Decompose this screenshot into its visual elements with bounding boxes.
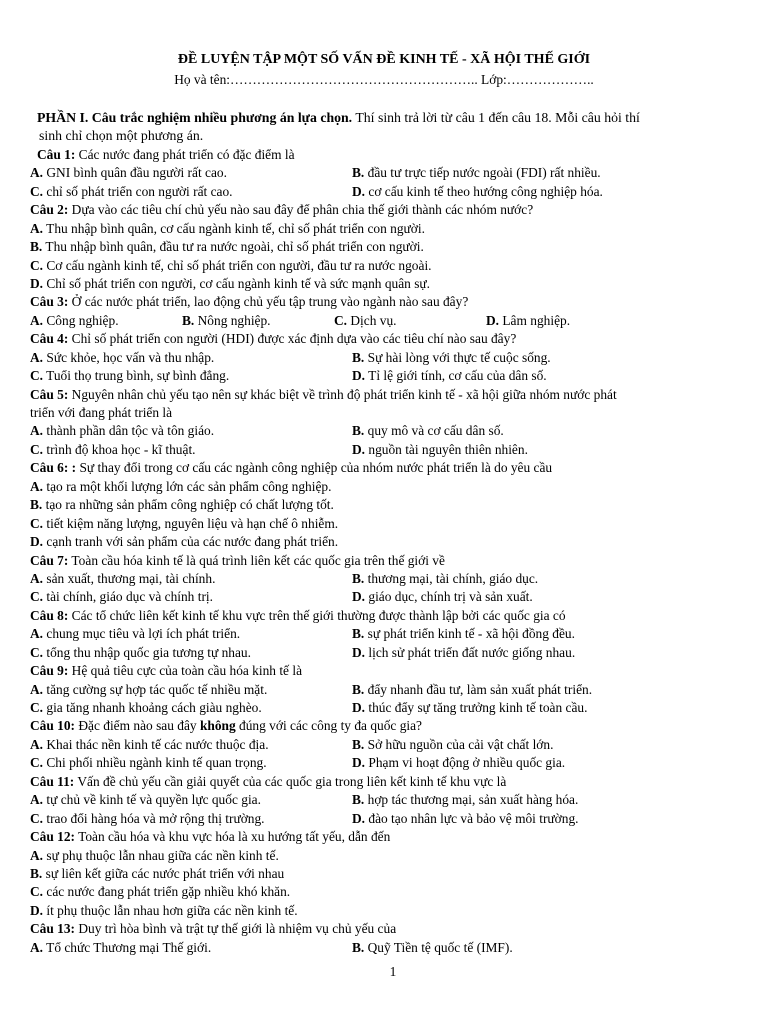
exam-content: [30, 109, 742, 957]
answer-option: [352, 736, 674, 754]
option-text: thành phần dân tộc và tôn giáo.: [43, 423, 215, 439]
option-letter: D.: [30, 275, 44, 291]
option-letter: A.: [30, 939, 44, 955]
question-label: Câu 12:: [30, 829, 76, 845]
option-letter: A.: [30, 478, 44, 494]
question-text: Dựa vào các tiêu chí chủ yếu nào sau đây để phân chia thế giới thành các nhóm nước?: [68, 202, 534, 218]
answer-option: [30, 367, 352, 385]
question-label: Câu 10:: [30, 718, 76, 734]
option-text: Phạm vi hoạt động ở nhiều quốc gia.: [365, 755, 566, 771]
answer-option: [352, 625, 674, 643]
option-text: chỉ số phát triển con người rất cao.: [43, 183, 233, 199]
option-row: [30, 238, 742, 256]
option-letter: B.: [352, 349, 365, 365]
question-text: Các tổ chức liên kết kinh tế khu vực trên thế giới thường được thành lập bởi các quốc gia có: [68, 607, 566, 623]
question-stem: [30, 146, 742, 164]
option-text: tài chính, giáo dục và chính trị.: [43, 589, 213, 605]
answer-option: [30, 441, 352, 459]
question-text: Ở các nước phát triển, lao động chủ yếu tập trung vào ngành nào sau đây?: [68, 294, 469, 310]
question-stem: [30, 552, 742, 570]
answer-option: [30, 939, 352, 957]
option-letter: A.: [30, 220, 44, 236]
option-letter: A.: [30, 423, 44, 439]
question-stem: [30, 607, 742, 625]
option-row: [30, 810, 742, 828]
option-row: [30, 478, 742, 496]
option-text: Sự hài lòng với thực tế cuộc sống.: [364, 349, 551, 365]
answer-option: [352, 681, 674, 699]
question-text-continued: triển với đang phát triển là: [30, 405, 173, 420]
option-letter: A.: [30, 626, 44, 642]
question-label: Câu 7:: [30, 552, 69, 568]
answer-option: [182, 312, 334, 330]
option-text: thúc đẩy sự tăng trưởng kinh tế toàn cầu.: [365, 700, 588, 715]
answer-option: [352, 939, 674, 957]
answer-option: [352, 367, 674, 385]
option-text: cạnh tranh với sản phẩm của các nước đang phát triển.: [43, 534, 339, 550]
option-row: [30, 349, 742, 367]
answer-option: [30, 533, 338, 551]
option-row: [30, 312, 742, 330]
option-text: Tỉ lệ giới tính, cơ cấu của dân số.: [365, 368, 547, 384]
answer-option: [30, 515, 338, 533]
option-text: giáo dục, chính trị và sản xuất.: [365, 589, 533, 605]
option-text: Công nghiệp.: [43, 312, 119, 328]
answer-option: [30, 220, 425, 238]
answer-option: [30, 422, 352, 440]
question-label: Câu 1:: [37, 146, 76, 162]
answer-option: [30, 257, 432, 275]
question-text: Toàn cầu hóa và khu vực hóa là xu hướng tất yếu, dẫn đến: [75, 829, 391, 845]
section-instruction-continued: sinh chỉ chọn một phương án.: [39, 128, 204, 144]
option-letter: B.: [352, 792, 365, 808]
answer-option: [30, 699, 352, 717]
option-text: đẩy nhanh đầu tư, làm sản xuất phát triển.: [364, 681, 593, 697]
answer-option: [352, 810, 674, 828]
answer-option: [30, 644, 352, 662]
option-letter: D.: [352, 441, 366, 457]
question-text: Vấn đề chủ yếu cần giải quyết của các quốc gia trong liên kết kinh tế khu vực là: [74, 773, 507, 789]
option-letter: C.: [30, 257, 44, 273]
option-letter: B.: [352, 736, 365, 752]
question-stem: [30, 662, 742, 680]
answer-option: [30, 496, 334, 514]
option-row: [30, 754, 742, 772]
option-letter: C.: [30, 644, 44, 660]
answer-option: [352, 588, 674, 606]
answer-option: [30, 847, 279, 865]
option-text: tự chủ về kinh tế và quyền lực quốc gia.: [43, 792, 261, 808]
option-row: [30, 441, 742, 459]
option-text: sự phát triển kinh tế - xã hội đồng đều.: [364, 626, 575, 642]
answer-option: [30, 736, 352, 754]
option-text: hợp tác thương mại, sản xuất hàng hóa.: [364, 792, 579, 808]
answer-option: [30, 588, 352, 606]
option-row: [30, 883, 742, 901]
option-text: Khai thác nền kinh tế các nước thuộc địa.: [43, 736, 269, 752]
answer-option: [30, 902, 298, 920]
section-intro: [30, 109, 742, 127]
answer-option: [352, 699, 674, 717]
question-label: Câu 6: :: [30, 460, 77, 476]
answer-option: [352, 754, 674, 772]
option-letter: D.: [30, 534, 44, 550]
question-text: Nguyên nhân chủ yếu tạo nên sự khác biệt về trình độ phát triển kinh tế - xã hội giữa nhóm nước phát: [68, 386, 617, 402]
option-letter: D.: [352, 183, 366, 199]
option-letter: B.: [352, 570, 365, 586]
answer-option: [352, 644, 674, 662]
option-text: Lâm nghiệp.: [499, 312, 571, 328]
document-title: ĐỀ LUYỆN TẬP MỘT SỐ VẤN ĐỀ KINH TẾ - XÃ HỘI THẾ GIỚI: [177, 52, 591, 67]
answer-option: [352, 791, 674, 809]
option-row: [30, 644, 742, 662]
option-row: [30, 847, 742, 865]
option-text: Cơ cấu ngành kinh tế, chỉ số phát triển con người, đầu tư ra nước ngoài.: [43, 257, 432, 273]
option-row: [30, 496, 742, 514]
student-name-class-line: Họ và tên:……………………………………………….. Lớp:………………..: [174, 72, 594, 87]
option-letter: A.: [30, 349, 44, 365]
question-text: Chỉ số phát triển con người (HDI) được xác định dựa vào các tiêu chí nào sau đây?: [68, 331, 517, 347]
answer-option: [352, 422, 674, 440]
option-text: tổng thu nhập quốc gia tương tự nhau.: [43, 644, 251, 660]
option-text: sự phụ thuộc lẫn nhau giữa các nền kinh tế.: [43, 847, 279, 863]
question-text: Đặc điểm nào sau đây: [75, 718, 200, 734]
option-row: [30, 865, 742, 883]
option-letter: B.: [352, 939, 365, 955]
question-label: Câu 13:: [30, 921, 76, 937]
option-text: tăng cường sự hợp tác quốc tế nhiều mặt.: [43, 681, 268, 697]
answer-option: [30, 865, 284, 883]
option-letter: D.: [352, 810, 366, 826]
option-letter: D.: [486, 312, 500, 328]
question-stem: [30, 459, 742, 477]
section-label: PHẦN I. Câu trắc nghiệm nhiều phương án lựa chọn.: [37, 110, 353, 125]
question-emphasis: không: [199, 718, 236, 734]
option-text: Thu nhập bình quân, cơ cấu ngành kinh tế, chỉ số phát triển con người.: [43, 220, 425, 236]
option-row: [30, 902, 742, 920]
answer-option: [30, 810, 352, 828]
question-label: Câu 5:: [30, 386, 69, 402]
question-list: [30, 146, 742, 957]
answer-option: [30, 312, 182, 330]
question-stem: [30, 773, 742, 791]
option-letter: A.: [30, 792, 44, 808]
answer-option: [30, 570, 352, 588]
option-letter: D.: [30, 902, 44, 918]
option-text: đầu tư trực tiếp nước ngoài (FDI) rất nhiều.: [364, 165, 601, 181]
option-text: quy mô và cơ cấu dân số.: [364, 423, 504, 439]
option-letter: B.: [30, 497, 43, 513]
question-text: Các nước đang phát triển có đặc điểm là: [75, 146, 295, 162]
question-stem: [30, 201, 742, 219]
option-row: [30, 699, 742, 717]
option-row: [30, 367, 742, 385]
answer-option: [352, 441, 674, 459]
option-row: [30, 939, 742, 957]
question-stem: [30, 293, 742, 311]
option-letter: C.: [30, 183, 44, 199]
option-row: [30, 588, 742, 606]
question-label: Câu 8:: [30, 607, 69, 623]
option-text: đào tạo nhân lực và bảo vệ môi trường.: [365, 810, 579, 826]
option-text: nguồn tài nguyên thiên nhiên.: [365, 441, 528, 457]
option-text: Chỉ số phát triển con người, cơ cấu ngành kinh tế và sức mạnh quân sự.: [43, 275, 431, 291]
option-letter: D.: [352, 644, 366, 660]
option-letter: A.: [30, 570, 44, 586]
option-text: Quỹ Tiền tệ quốc tế (IMF).: [364, 939, 513, 955]
option-letter: A.: [30, 681, 44, 697]
option-letter: B.: [30, 239, 43, 255]
option-text: gia tăng nhanh khoảng cách giàu nghèo.: [43, 700, 262, 715]
answer-option: [352, 349, 674, 367]
option-row: [30, 257, 742, 275]
answer-option: [352, 183, 674, 201]
answer-option: [352, 164, 674, 182]
option-text: các nước đang phát triển gặp nhiều khó khăn.: [43, 884, 291, 900]
option-text: chung mục tiêu và lợi ích phát triển.: [43, 626, 241, 642]
option-row: [30, 220, 742, 238]
answer-option: [352, 570, 674, 588]
option-row: [30, 533, 742, 551]
question-stem: [30, 920, 742, 938]
option-letter: C.: [334, 312, 348, 328]
option-text: Chi phối nhiều ngành kinh tế quan trọng.: [43, 755, 267, 771]
option-text: Sở hữu nguồn của cải vật chất lớn.: [364, 736, 554, 752]
answer-option: [30, 883, 290, 901]
question-label: Câu 2:: [30, 202, 69, 218]
option-letter: A.: [30, 847, 44, 863]
option-letter: D.: [352, 368, 366, 384]
answer-option: [30, 238, 424, 256]
question-label: Câu 3:: [30, 294, 69, 310]
option-text: thương mại, tài chính, giáo dục.: [364, 570, 539, 586]
answer-option: [30, 183, 352, 201]
option-row: [30, 275, 742, 293]
page-number: 1: [389, 964, 397, 979]
question-text: Sự thay đổi trong cơ cấu các ngành công nghiệp của nhóm nước phát triển là do yêu cầu: [76, 460, 553, 476]
option-text: Tổ chức Thương mại Thế giới.: [43, 939, 212, 955]
option-letter: B.: [352, 626, 365, 642]
option-letter: C.: [30, 755, 44, 771]
option-row: [30, 515, 742, 533]
answer-option: [30, 754, 352, 772]
option-text: tiết kiệm năng lượng, nguyên liệu và hạn chế ô nhiễm.: [43, 515, 339, 531]
option-letter: C.: [30, 515, 44, 531]
option-text: tạo ra một khối lượng lớn các sản phẩm công nghiệp.: [43, 478, 332, 494]
option-text: ít phụ thuộc lẫn nhau hơn giữa các nền kinh tế.: [43, 902, 298, 918]
answer-option: [486, 312, 638, 330]
option-letter: B.: [30, 865, 43, 881]
option-row: [30, 791, 742, 809]
option-letter: B.: [352, 165, 365, 181]
option-letter: C.: [30, 884, 44, 900]
option-row: [30, 164, 742, 182]
option-text: sản xuất, thương mại, tài chính.: [43, 570, 216, 586]
question-text: Toàn cầu hóa kinh tế là quá trình liên kết các quốc gia trên thế giới về: [68, 552, 445, 568]
answer-option: [30, 349, 352, 367]
option-text: tạo ra những sản phẩm công nghiệp có chất lượng tốt.: [42, 497, 334, 513]
option-letter: C.: [30, 368, 44, 384]
option-row: [30, 681, 742, 699]
option-text: Sức khỏe, học vấn và thu nhập.: [43, 349, 215, 365]
question-label: Câu 11:: [30, 773, 75, 789]
option-letter: A.: [30, 736, 44, 752]
question-stem: [30, 828, 742, 846]
option-letter: C.: [30, 589, 44, 605]
option-letter: B.: [182, 312, 195, 328]
option-letter: A.: [30, 312, 44, 328]
question-label: Câu 4:: [30, 331, 69, 347]
option-text: sự liên kết giữa các nước phát triển với nhau: [42, 865, 285, 881]
answer-option: [30, 164, 352, 182]
option-text: GNI bình quân đầu người rất cao.: [43, 165, 227, 181]
answer-option: [30, 625, 352, 643]
answer-option: [334, 312, 486, 330]
option-row: [30, 570, 742, 588]
option-letter: A.: [30, 165, 44, 181]
answer-option: [30, 791, 352, 809]
question-text: Duy trì hòa bình và trật tự thế giới là nhiệm vụ chủ yếu của: [75, 921, 397, 937]
option-text: lịch sử phát triển đất nước giống nhau.: [365, 644, 576, 660]
option-row: [30, 625, 742, 643]
option-letter: C.: [30, 810, 44, 826]
option-letter: D.: [352, 589, 366, 605]
option-letter: C.: [30, 441, 44, 457]
option-letter: D.: [352, 755, 366, 771]
option-row: [30, 736, 742, 754]
option-text: Thu nhập bình quân, đầu tư ra nước ngoài, chỉ số phát triển con người.: [42, 239, 424, 255]
question-stem: [30, 717, 742, 735]
option-text: Tuổi thọ trung bình, sự bình đẳng.: [43, 368, 230, 384]
option-text: trình độ khoa học - kĩ thuật.: [43, 441, 196, 457]
option-letter: B.: [352, 681, 365, 697]
section-instruction: Thí sinh trả lời từ câu 1 đến câu 18. Mỗi câu hỏi thí: [352, 110, 640, 125]
question-text-end: đúng với các công ty đa quốc gia?: [235, 718, 422, 734]
option-row: [30, 183, 742, 201]
question-text: Hệ quả tiêu cực của toàn cầu hóa kinh tế là: [68, 663, 303, 679]
option-text: Nông nghiệp.: [194, 312, 271, 328]
option-letter: B.: [352, 423, 365, 439]
answer-option: [30, 275, 430, 293]
option-text: trao đổi hàng hóa và mở rộng thị trường.: [43, 810, 265, 826]
option-text: cơ cấu kinh tế theo hướng công nghiệp hóa.: [365, 183, 603, 199]
question-stem: [30, 386, 742, 404]
question-label: Câu 9:: [30, 663, 69, 679]
question-stem: [30, 330, 742, 348]
answer-option: [30, 681, 352, 699]
option-letter: C.: [30, 700, 44, 715]
option-letter: D.: [352, 700, 366, 715]
option-row: [30, 422, 742, 440]
option-text: Dịch vụ.: [347, 312, 397, 328]
answer-option: [30, 478, 331, 496]
